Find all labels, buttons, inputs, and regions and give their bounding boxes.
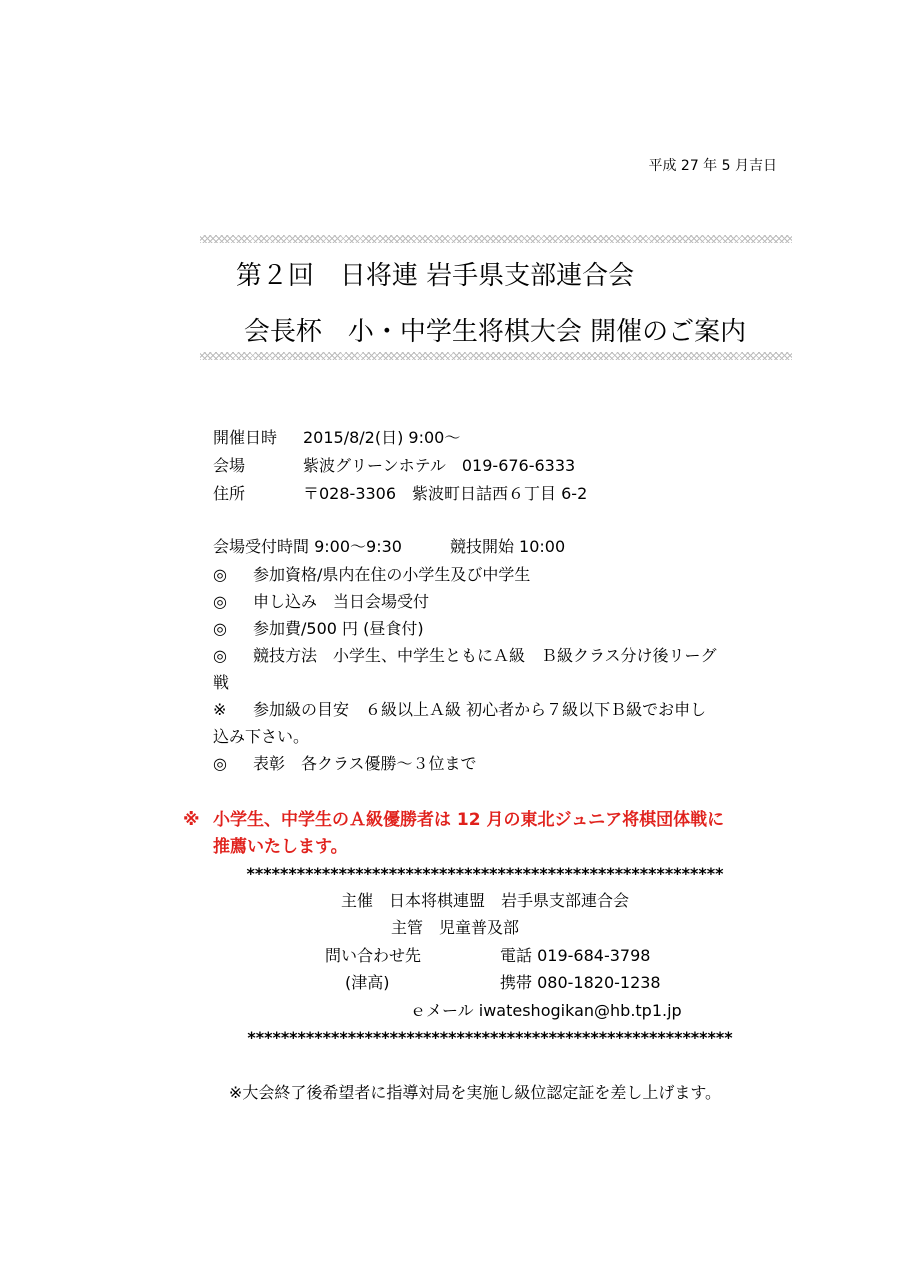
item-award	[213, 751, 477, 774]
detail-datetime	[213, 425, 460, 448]
item-application	[213, 589, 429, 612]
contact-label: 問い合わせ先	[325, 946, 422, 965]
red-notice-line-2: 推薦いたします。	[213, 837, 348, 857]
address-label: 住所	[213, 484, 246, 503]
item-method	[213, 643, 717, 666]
organizer-host: 主催 日本将棋連盟 岩手県支部連合会	[340, 891, 629, 910]
double-circle-icon: ◎	[213, 646, 227, 665]
double-circle-icon: ◎	[213, 619, 227, 638]
title-bottom-ornament	[200, 352, 792, 360]
double-circle-icon: ◎	[213, 592, 227, 611]
venue-value: 紫波グリーンホテル 019-676-6333	[303, 456, 576, 475]
reference-mark-icon: ※	[213, 700, 227, 719]
reference-mark-icon: ※	[183, 810, 200, 830]
detail-venue	[213, 453, 575, 476]
detail-address	[213, 481, 587, 504]
red-notice-text-1: 小学生、中学生のＡ級優勝者は 12 月の東北ジュニア将棋団体戦に	[213, 810, 725, 830]
note-text-line-2: 込み下さい。	[213, 727, 310, 746]
title-line-2: 会長杯 小・中学生将棋大会 開催のご案内	[243, 317, 747, 347]
datetime-label: 開催日時	[213, 428, 278, 447]
stars-divider-top: *********************************************************	[246, 864, 724, 883]
schedule-line: 会場受付時間 9:00～9:30 競技開始 10:00	[213, 537, 566, 556]
contact-name: (津高)	[345, 973, 390, 992]
title-top-ornament	[200, 235, 792, 243]
contact-email: ｅメール iwateshogikan@hb.tp1.jp	[410, 1001, 682, 1020]
address-value: 〒028-3306 紫波町日詰西６丁目 6-2	[303, 484, 588, 503]
method-text-line-1: 競技方法 小学生、中学生ともにＡ級 Ｂ級クラス分け後リーグ	[253, 646, 717, 665]
issue-date: 平成 27 年 5 月吉日	[648, 158, 777, 174]
contact-phone: 電話 019-684-3798	[500, 946, 651, 965]
red-notice-line-1	[183, 805, 724, 830]
double-circle-icon: ◎	[213, 565, 227, 584]
fee-text: 参加費/500 円 (昼食付)	[253, 619, 424, 638]
item-eligibility	[213, 562, 530, 585]
note-text-line-1: 参加級の目安 ６級以上Ａ級 初心者から７級以下Ｂ級でお申し	[253, 700, 707, 719]
contact-mobile: 携帯 080-1820-1238	[500, 973, 661, 992]
method-text-line-2: 戦	[213, 673, 230, 692]
organizer-manager: 主管 児童普及部	[390, 918, 519, 937]
item-fee	[213, 616, 424, 639]
stars-divider-bottom: **********************************************************	[247, 1028, 733, 1047]
application-text: 申し込み 当日会場受付	[253, 592, 430, 611]
footer-note: ※大会終了後希望者に指導対局を実施し級位認定証を差し上げます。	[228, 1083, 722, 1102]
item-note	[213, 697, 706, 720]
title-line-1: 第２回 日将連 岩手県支部連合会	[235, 261, 635, 291]
eligibility-text: 参加資格/県内在住の小学生及び中学生	[253, 565, 531, 584]
double-circle-icon: ◎	[213, 754, 227, 773]
datetime-value: 2015/8/2(日) 9:00～	[303, 428, 461, 447]
award-text: 表彰 各クラス優勝～３位まで	[253, 754, 477, 773]
venue-label: 会場	[213, 456, 246, 475]
